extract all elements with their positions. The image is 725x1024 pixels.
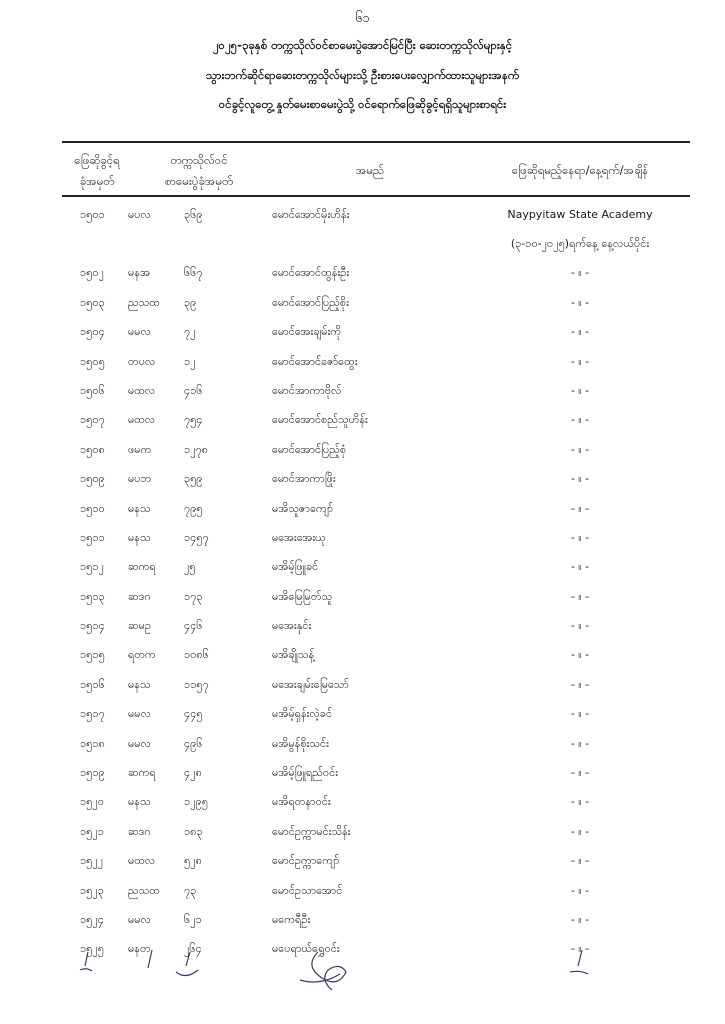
exam-code-prefix-cell: မနသ xyxy=(128,677,151,691)
exam-code-number-cell: ၃၆၉ xyxy=(184,208,203,221)
table-row xyxy=(0,672,725,701)
exam-code-prefix-cell: ညသထ xyxy=(128,883,160,897)
exam-code-number-cell: ၇၉၅ xyxy=(184,501,203,515)
seat-no-cell: ၁၅၀၁ xyxy=(80,208,105,221)
seat-no-cell: ၁၅၀၅ xyxy=(80,354,105,368)
name-cell: မအေးနှင်း xyxy=(272,619,312,633)
venue-cell: - ။ - xyxy=(570,677,590,691)
seat-no-cell: ၁၅၁၀ xyxy=(80,501,105,515)
name-cell: မောင်ဥသာအောင် xyxy=(272,883,343,897)
exam-code-number-cell: ၇၂ xyxy=(184,325,196,339)
seat-no-cell: ၁၅၂၂ xyxy=(80,854,104,868)
seat-no-cell: ၁၅၁၂ xyxy=(80,560,104,574)
seat-no-cell: ၁၅၀၉ xyxy=(80,472,105,486)
seat-no-cell: ၁၅၁၉ xyxy=(80,766,105,780)
seat-no-cell: ၁၅၁၇ xyxy=(80,707,105,721)
name-cell: မောင်အောင်ပြည့်စုံ xyxy=(272,442,347,456)
header-name: အမည် xyxy=(355,163,385,177)
venue-cell: - ။ - xyxy=(570,912,590,926)
seat-no-cell: ၁၅၀၈ xyxy=(80,442,105,456)
venue-cell: - ။ - xyxy=(570,295,590,309)
exam-code-number-cell: ၆၂၁ xyxy=(184,912,202,926)
exam-code-number-cell: ၆၆၇ xyxy=(184,266,203,280)
seat-no-cell: ၁၅၁၃ xyxy=(80,589,105,603)
exam-code-prefix-cell: ဖမက xyxy=(128,442,152,456)
table-row xyxy=(0,202,725,231)
title-line-2: သွားဘက်ဆိုင်ရာဆေးတက္ကသိုလ်များသို့ ဦးစားပေးလျှောက်ထားသူများအနက် xyxy=(205,68,520,82)
header-seat-no xyxy=(58,150,136,192)
exam-code-prefix-cell: ညသထ xyxy=(128,295,160,309)
name-cell: မောင်အာကာဗိုလ် xyxy=(272,383,342,397)
venue-cell: - ။ - xyxy=(570,942,590,956)
venue-cell: - ။ - xyxy=(570,707,590,721)
exam-code-prefix-cell: ဆဒဂ xyxy=(128,824,151,838)
exam-code-prefix-cell: မပလ xyxy=(128,208,151,221)
header-seat-line-1: ဖြေဆိုခွင့်ရ xyxy=(74,153,120,167)
seat-no-cell: ၁၅၁၈ xyxy=(80,736,105,750)
table-row xyxy=(0,525,725,554)
name-cell: မအိသူဇာကျော် xyxy=(272,501,334,515)
venue-cell: - ။ - xyxy=(570,560,590,574)
venue-cell: - ။ - xyxy=(570,325,590,339)
exam-code-prefix-cell: မနတ xyxy=(128,942,151,956)
venue-cell: - ။ - xyxy=(570,766,590,780)
table-header-rule xyxy=(62,195,690,197)
venue-cell: - ။ - xyxy=(570,501,590,515)
seat-no-cell: ၁၅၀၂ xyxy=(80,266,104,280)
page-number: ၆၁ xyxy=(355,11,370,26)
name-cell: မောင်အောင်မိုးဟိန်း xyxy=(272,208,350,221)
table-body xyxy=(0,202,725,966)
seat-no-cell: ၁၅၁၄ xyxy=(80,619,105,633)
header-code-line-2: စာမေးပွဲခုံအမှတ် xyxy=(164,174,234,188)
table-row xyxy=(0,701,725,730)
table-row xyxy=(0,319,725,348)
seat-no-cell: ၁၅၁၅ xyxy=(80,648,105,662)
table-row xyxy=(0,789,725,818)
table-row xyxy=(0,878,725,907)
exam-code-prefix-cell: မထလ xyxy=(128,413,156,427)
table-row xyxy=(0,407,725,436)
seat-no-cell: ၁၅၂၅ xyxy=(80,942,104,956)
name-cell: မအိမ့်ဖြူခင် xyxy=(272,560,319,574)
name-cell: မအိရတနာဝင်း xyxy=(272,795,331,809)
table-row xyxy=(0,290,725,319)
name-cell: မောင်အောင်ဇော်ထွေး xyxy=(272,354,358,368)
table-row xyxy=(0,819,725,848)
venue-cell: - ။ - xyxy=(570,619,590,633)
exam-code-prefix-cell: မထလ xyxy=(128,383,156,397)
exam-code-number-cell: ၄၁၆ xyxy=(184,383,203,397)
seat-no-cell: ၁၅၂၃ xyxy=(80,883,104,897)
exam-code-number-cell: ၄၄၆ xyxy=(184,619,203,633)
signature-area xyxy=(0,940,725,1010)
exam-code-prefix-cell: ဆဒဂ xyxy=(128,589,151,603)
table-row xyxy=(0,466,725,495)
initial-mark-1 xyxy=(80,952,92,971)
name-cell: မအိမ့်ဖြူရည်ဝင်း xyxy=(272,766,338,780)
exam-code-prefix-cell: မပဘ xyxy=(128,472,152,486)
exam-code-number-cell: ၁၄၅၇ xyxy=(184,530,209,544)
exam-code-number-cell: ၄၄၅ xyxy=(184,707,203,721)
name-cell: မောင်အေးချမ်းကို xyxy=(272,325,342,339)
venue-cell: - ။ - xyxy=(570,472,590,486)
name-cell: မပေရာယ်ရွှေဝင်း xyxy=(272,942,340,956)
seat-no-cell: ၁၅၀၄ xyxy=(80,325,105,339)
venue-cell: - ။ - xyxy=(570,854,590,868)
exam-code-prefix-cell: မနသ xyxy=(128,795,151,809)
name-cell: မအိမွန်စိုးသင်း xyxy=(272,736,329,750)
exam-code-prefix-cell: မနသ xyxy=(128,530,151,544)
exam-code-prefix-cell: မနသ xyxy=(128,501,151,515)
table-row xyxy=(0,554,725,583)
exam-code-number-cell: ၂၆၄ xyxy=(184,942,202,956)
header-code-line-1: တက္ကသိုလ်ဝင် xyxy=(170,153,228,167)
table-row xyxy=(0,613,725,642)
exam-code-number-cell: ၃၅၉ xyxy=(184,472,203,486)
exam-code-prefix-cell: မမလ xyxy=(128,736,151,750)
venue-cell: - ။ - xyxy=(570,648,590,662)
table-row xyxy=(0,378,725,407)
name-cell: မောင်အောင်ပြည့်စိုး xyxy=(272,295,349,309)
venue-cell: - ။ - xyxy=(570,824,590,838)
exam-code-number-cell: ၇၃ xyxy=(184,883,197,897)
name-cell: မအိချိုသန့် xyxy=(272,648,315,662)
exam-code-prefix-cell: မနအ xyxy=(128,266,151,280)
venue-date-text: (၃-၁၀-၂၀၂၅)ရက်နေ့ နေ့လယ်ပိုင်း xyxy=(510,237,650,251)
exam-code-number-cell: ၁၇၃ xyxy=(184,589,203,603)
table-row xyxy=(0,349,725,378)
signature-main xyxy=(300,952,346,990)
table-row xyxy=(0,437,725,466)
exam-code-number-cell: ၁၂ xyxy=(184,354,196,368)
exam-code-prefix-cell: မထလ xyxy=(128,854,156,868)
name-cell: မောင်ဥက္ကာကျော် xyxy=(272,854,340,868)
exam-code-number-cell: ၁၂၇၈ xyxy=(184,442,209,456)
exam-code-number-cell: ၁၂၉၅ xyxy=(184,795,208,809)
seat-no-cell: ၁၅၀၆ xyxy=(80,383,105,397)
name-cell: မအေးအေးယု xyxy=(272,530,326,544)
table-row xyxy=(0,496,725,525)
venue-cell: - ။ - xyxy=(570,266,590,280)
venue-cell: - ။ - xyxy=(570,883,590,897)
name-cell: မောင်အာကာဖြိုး xyxy=(272,472,336,486)
venue-cell: Naypyitaw State Academy xyxy=(507,208,653,221)
exam-code-number-cell: ၁၁၅၇ xyxy=(184,677,209,691)
table-row xyxy=(0,260,725,289)
exam-code-prefix-cell: ဆကရ xyxy=(128,766,156,780)
initial-mark-2 xyxy=(148,950,152,968)
title-line-3: ဝင်ခွင့်လူတွေ့ နှုတ်မေးစာမေးပွဲသို့ ဝင်ရောက်ဖြေဆိုခွင့်ရရှိသူများစာရင်း xyxy=(218,97,507,111)
name-cell: မအိမြေမြတ်သူ xyxy=(272,589,333,603)
header-seat-line-2: ခုံအမှတ် xyxy=(79,174,115,188)
seat-no-cell: ၁၅၀၇ xyxy=(80,413,105,427)
seat-no-cell: ၁၅၀၃ xyxy=(80,295,105,309)
exam-code-number-cell: ၄၂၈ xyxy=(184,766,202,780)
exam-code-number-cell: ၅၂၈ xyxy=(184,854,202,868)
venue-cell: - ။ - xyxy=(570,413,590,427)
name-cell: မောင်အောင်ထွန်းဦး xyxy=(272,266,350,280)
exam-code-prefix-cell: မမလ xyxy=(128,325,151,339)
table-top-rule xyxy=(62,141,690,143)
exam-code-number-cell: ၄၉၆ xyxy=(184,736,203,750)
exam-code-prefix-cell: မမလ xyxy=(128,912,151,926)
name-cell: မအိမ့်ရှန်းလဲ့ခင် xyxy=(272,707,333,721)
venue-cell: - ။ - xyxy=(570,442,590,456)
exam-code-prefix-cell: ရတက xyxy=(128,648,156,662)
header-venue: ဖြေဆိုရမည့်နေရာ/နေ့ရက်/အချိန် xyxy=(511,163,649,177)
table-row xyxy=(0,760,725,789)
initial-mark-4 xyxy=(570,950,588,974)
venue-cell: - ။ - xyxy=(570,736,590,750)
exam-code-number-cell: ၁၀၈၆ xyxy=(184,648,209,662)
venue-cell: - ။ - xyxy=(570,589,590,603)
title-line-1: ၂၀၂၅-၃ခုနှစ် တက္ကသိုလ်ဝင်စာမေးပွဲအောင်မြင်ပြီး ဆေးတက္ကသိုလ်များနှင့် xyxy=(212,38,513,52)
exam-code-number-cell: ၂၅ xyxy=(184,560,196,574)
seat-no-cell: ၁၅၂၀ xyxy=(80,795,104,809)
table-row xyxy=(0,731,725,760)
venue-cell: - ။ - xyxy=(570,354,590,368)
seat-no-cell: ၁၅၂၁ xyxy=(80,824,104,838)
table-row xyxy=(0,907,725,936)
venue-cell: - ။ - xyxy=(570,795,590,809)
exam-code-prefix-cell: ဆမဥ xyxy=(128,619,152,633)
exam-code-prefix-cell: ဆကရ xyxy=(128,560,156,574)
seat-no-cell: ၁၅၁၆ xyxy=(80,677,105,691)
seat-no-cell: ၁၅၁၁ xyxy=(80,530,105,544)
name-cell: မောင်အောင်စည်သူဟိန်း xyxy=(272,413,368,427)
venue-date-row xyxy=(0,231,725,260)
seat-no-cell: ၁၅၂၄ xyxy=(80,912,104,926)
signature-marks xyxy=(0,940,725,1010)
name-cell: မောင်ဥက္ကာမင်းသိန်း xyxy=(272,824,351,838)
table-row xyxy=(0,642,725,671)
venue-cell: - ။ - xyxy=(570,383,590,397)
exam-code-number-cell: ၃၉ xyxy=(184,295,197,309)
name-cell: မအေးချမ်းမြေသော် xyxy=(272,677,349,691)
exam-code-number-cell: ၇၅၄ xyxy=(184,413,203,427)
initial-mark-3 xyxy=(176,952,198,976)
table-row xyxy=(0,848,725,877)
venue-cell: - ။ - xyxy=(570,530,590,544)
exam-code-prefix-cell: တပလ xyxy=(128,354,156,368)
header-exam-code xyxy=(136,150,262,192)
name-cell: မကေရီဦး xyxy=(272,912,311,926)
exam-code-number-cell: ၁၈၃ xyxy=(184,824,203,838)
exam-code-prefix-cell: မမလ xyxy=(128,707,151,721)
table-row xyxy=(0,584,725,613)
